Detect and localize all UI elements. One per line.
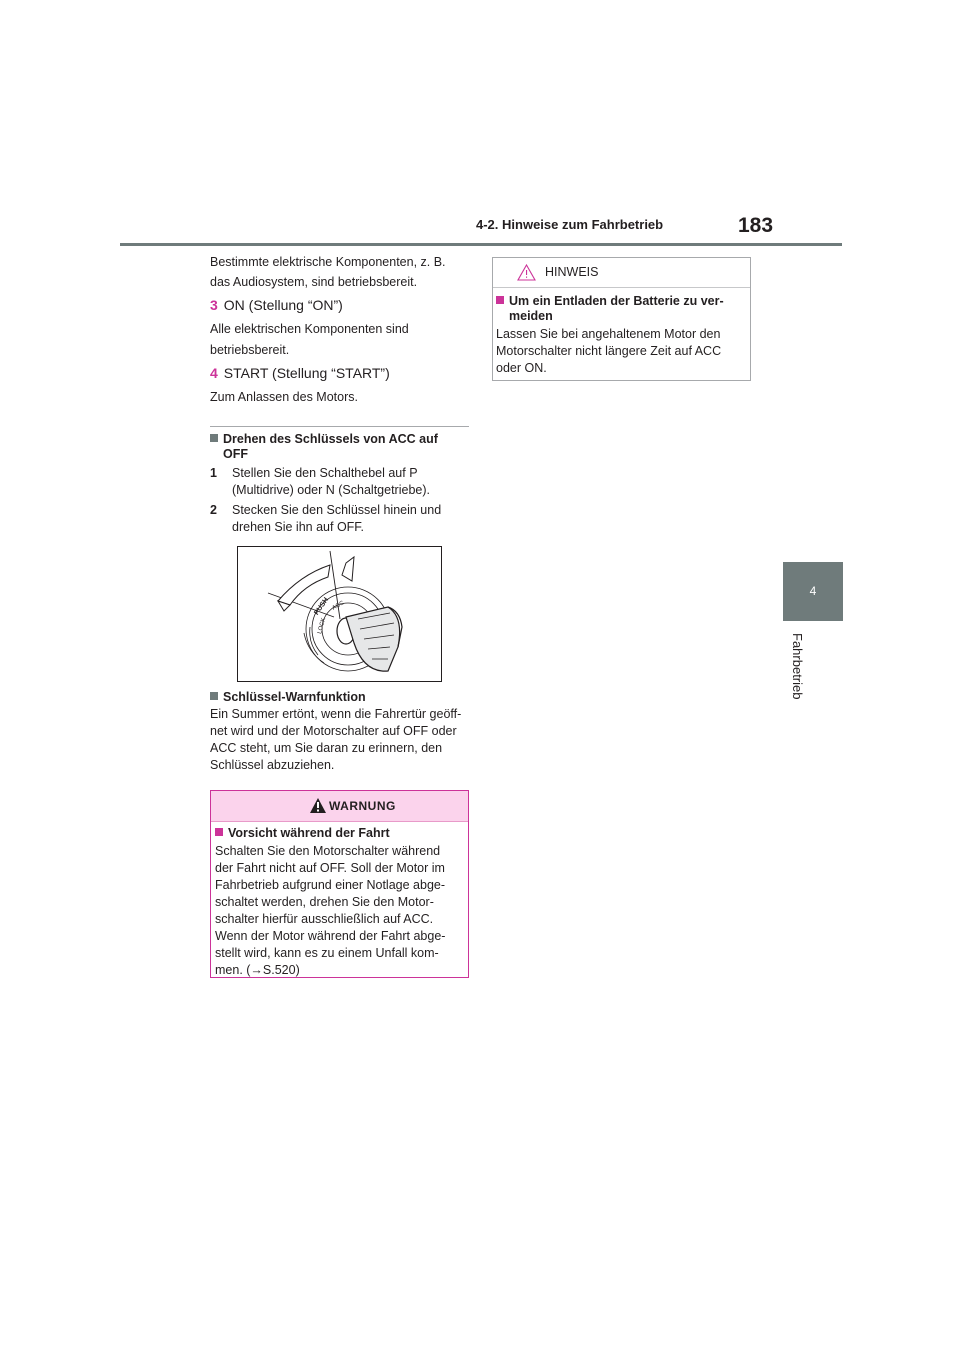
key-illustration xyxy=(237,546,442,682)
intro-line-2: das Audiosystem, sind betriebsbereit. xyxy=(210,275,418,289)
step-4-desc: Zum Anlassen des Motors. xyxy=(210,390,358,404)
warning-text: Schalten Sie den Motorschalter während der Fahrt nicht auf OFF. Soll der Motor im Fahrbetrieb aufgrund einer Notlage abge- schaltet werden, drehen Sie den Motor- schalter hierfür ausschließlich auf ACC. Wenn der Motor während der Fahrt abge- stellt wird, kann es zu einem Unfall kom- men. (→S.520) xyxy=(215,844,446,977)
header-rule xyxy=(120,243,842,246)
chapter-name: Fahrbetrieb xyxy=(790,633,805,700)
acc-label: ACC xyxy=(331,600,346,612)
bullet-square-icon xyxy=(496,296,504,304)
warning-title: WARNUNG xyxy=(329,799,396,813)
bullet-square-icon xyxy=(210,692,218,700)
step-3-number: 3 xyxy=(210,297,218,313)
note-text: Lassen Sie bei angehaltenem Motor den Motorschalter nicht längere Zeit auf ACC oder ON. xyxy=(496,327,722,375)
warning-triangle-icon xyxy=(309,797,327,814)
warning-heading: Vorsicht während der Fahrt xyxy=(215,825,390,841)
step-3-desc-2: betriebsbereit. xyxy=(210,343,290,357)
step-4-number: 4 xyxy=(210,365,218,381)
chapter-number: 4 xyxy=(809,584,817,598)
ignition-key-illustration xyxy=(238,547,441,681)
push-label: PUSH xyxy=(313,596,331,617)
section-title: 4-2. Hinweise zum Fahrbetrieb xyxy=(476,217,664,232)
key-warning-text: Ein Summer ertönt, wenn die Fahrertür geöff- net wird und der Motorschalter auf OFF oder ACC steht, um Sie daran zu erinnern, den Schlüssel abzuziehen. xyxy=(210,707,462,772)
step-4 xyxy=(210,364,390,382)
note-box xyxy=(492,257,751,381)
note-title: HINWEIS xyxy=(545,265,599,279)
list-item: 2 Stecken Sie den Schlüssel hinein und drehen Sie ihn auf OFF. xyxy=(210,503,442,534)
turn-key-heading-2: OFF xyxy=(223,447,248,461)
intro-line-1: Bestimmte elektrische Komponenten, z. B. xyxy=(210,255,446,269)
section-divider xyxy=(210,426,469,427)
turn-key-heading: Drehen des Schlüssels von ACC auf xyxy=(210,431,438,447)
step-3-label: ON (Stellung “ON”) xyxy=(223,297,343,313)
note-heading: Um ein Entladen der Batterie zu ver- xyxy=(496,293,724,309)
step-3-desc-1: Alle elektrischen Komponenten sind xyxy=(210,322,409,336)
step-4-label: START (Stellung “START”) xyxy=(223,365,390,381)
bullet-square-icon xyxy=(210,434,218,442)
list-item: 1 Stellen Sie den Schalthebel auf P (Multidrive) oder N (Schaltgetriebe). xyxy=(210,466,430,497)
step-3 xyxy=(210,296,343,314)
lock-label: LOCK xyxy=(317,617,328,635)
warning-box xyxy=(210,790,469,978)
note-heading-2: meiden xyxy=(509,309,553,323)
caution-triangle-icon xyxy=(517,264,536,281)
key-warning-heading: Schlüssel-Warnfunktion xyxy=(210,689,366,705)
bullet-square-icon xyxy=(215,828,223,836)
page-number: 183 xyxy=(738,214,774,237)
